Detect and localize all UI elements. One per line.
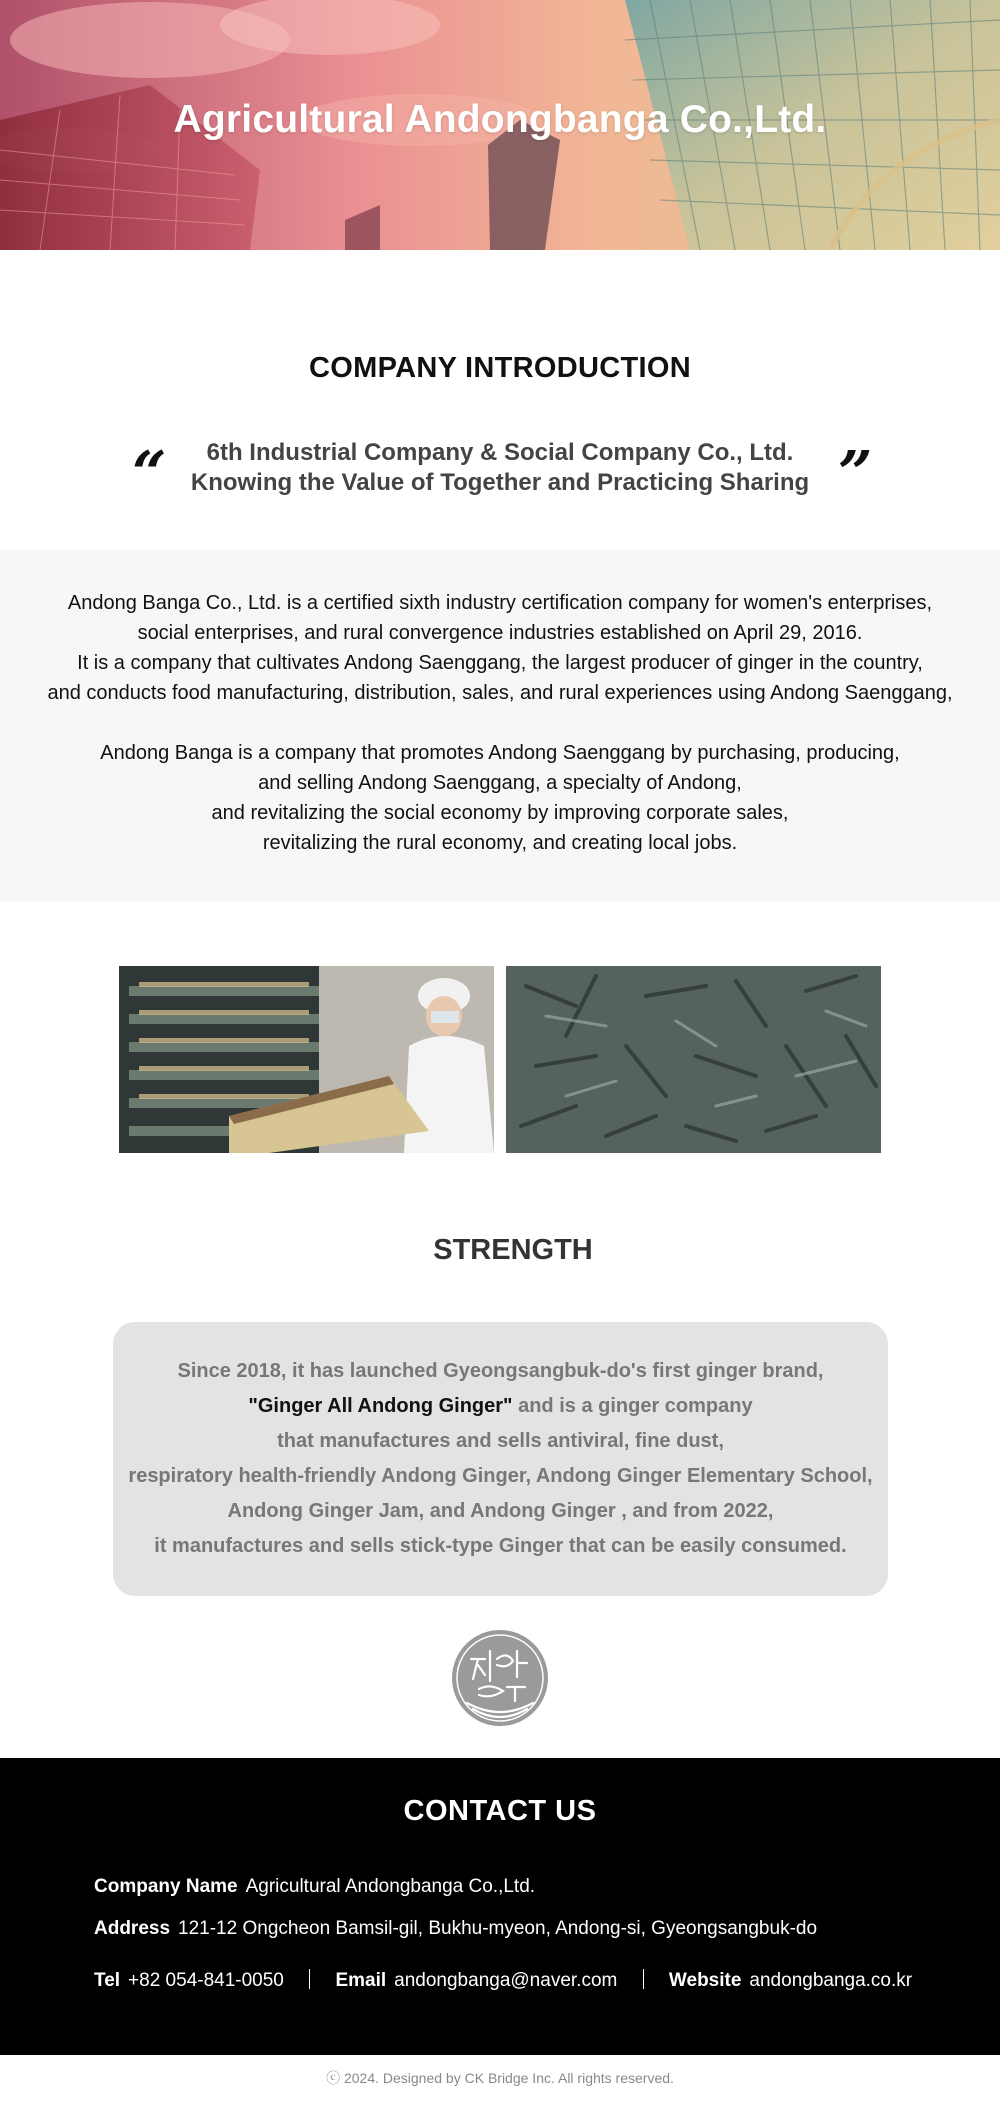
strength-heading: STRENGTH — [433, 1234, 593, 1266]
intro-paragraph-line: social enterprises, and rural convergence industries established on April 29, 2016. — [137, 622, 863, 644]
company-name-label: Company Name — [94, 1876, 238, 1897]
divider — [309, 1969, 310, 1989]
intro-paragraph-line: and selling Andong Saenggang, a specialty of Andong, — [258, 772, 742, 794]
tel-label: Tel — [94, 1970, 121, 1991]
intro-quote-line: 6th Industrial Company & Social Company Co., Ltd. — [206, 439, 794, 466]
hero-title: Agricultural Andongbanga Co.,Ltd. — [173, 98, 827, 141]
ginger-drying-photo — [119, 966, 494, 1153]
contact-heading: CONTACT US — [403, 1795, 597, 1827]
contact-details-row — [94, 1969, 912, 1992]
tel-value[interactable]: +82 054-841-0050 — [128, 1970, 284, 1991]
strength-line: respiratory health-friendly Andong Ginger, Andong Ginger Elementary School, — [128, 1465, 873, 1487]
strength-line: Since 2018, it has launched Gyeongsangbuk-do's first ginger brand, — [177, 1360, 824, 1382]
strength-line: it manufactures and sells stick-type Ginger that can be easily consumed. — [154, 1535, 847, 1557]
address-label: Address — [94, 1918, 171, 1939]
intro-description — [0, 588, 1000, 858]
intro-paragraph-line: It is a company that cultivates Andong Saenggang, the largest producer of ginger in the country, — [77, 652, 923, 674]
ginger-drying-image — [119, 966, 494, 1153]
intro-paragraph-line: Andong Banga Co., Ltd. is a certified sixth industry certification company for women's enterprises, — [67, 592, 933, 614]
intro-paragraph-line: Andong Banga is a company that promotes Andong Saenggang by purchasing, producing, — [100, 742, 900, 764]
intro-quote-line: Knowing the Value of Together and Practicing Sharing — [190, 469, 810, 496]
address-value: 121-12 Ongcheon Bamsil-gil, Bukhu-myeon, Andong-si, Gyeongsangbuk-do — [178, 1918, 818, 1939]
strength-line: that manufactures and sells antiviral, fine dust, — [277, 1430, 724, 1452]
website-label: Website — [668, 1970, 742, 1991]
intro-paragraph-line: and conducts food manufacturing, distribution, sales, and rural experiences using Andong Saenggang, — [47, 682, 953, 704]
strength-line: Andong Ginger Jam, and Andong Ginger , and from 2022, — [227, 1500, 774, 1522]
company-name-value: Agricultural Andongbanga Co.,Ltd. — [245, 1876, 536, 1897]
email-label: Email — [335, 1970, 387, 1991]
ginger-seal-logo-icon — [451, 1629, 549, 1727]
company-introduction-heading: COMPANY INTRODUCTION — [309, 352, 691, 384]
strength-line-rest: and is a ginger company — [512, 1395, 753, 1417]
email-link[interactable]: andongbanga@naver.com — [394, 1970, 618, 1991]
strength-description — [113, 1354, 888, 1564]
intro-quote — [160, 438, 840, 498]
close-quote-icon: ” — [838, 439, 873, 509]
strength-line — [113, 1389, 888, 1424]
company-name-row — [94, 1876, 535, 1898]
footer-copyright: ⓒ 2024. Designed by CK Bridge Inc. All rights reserved. — [326, 2070, 674, 2086]
dried-ginger-image — [506, 966, 881, 1153]
open-quote-icon: “ — [132, 439, 167, 509]
brand-name: "Ginger All Andong Ginger" — [248, 1395, 513, 1417]
dried-ginger-photo — [506, 966, 881, 1153]
intro-paragraph-line: and revitalizing the social economy by improving corporate sales, — [211, 802, 789, 824]
intro-paragraph-line: revitalizing the rural economy, and creating local jobs. — [262, 832, 738, 854]
website-link[interactable]: andongbanga.co.kr — [749, 1970, 913, 1991]
hero-banner — [0, 0, 1000, 250]
divider — [643, 1969, 644, 1989]
address-row — [94, 1918, 817, 1940]
